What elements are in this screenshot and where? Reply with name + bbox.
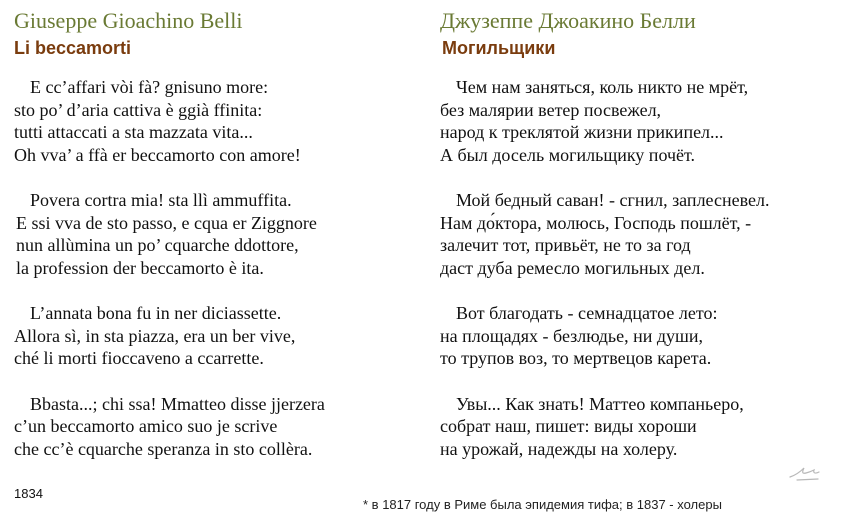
poem-line: Bbasta...; chi ssa! Mmatteo disse jjerzera bbox=[30, 393, 325, 414]
poem-line: Чем нам заняться, коль никто не мрёт, bbox=[456, 77, 749, 97]
poem-line: Oh vva’ a ffà er beccamorto con amore! bbox=[14, 144, 301, 165]
poem-title-russian: Могильщики bbox=[442, 38, 556, 58]
stanza bbox=[14, 189, 414, 279]
author-name-italian: Giuseppe Gioachino Belli bbox=[14, 8, 243, 33]
poem-line: Мой бедный саван! - сгнил, заплесневел. bbox=[456, 190, 770, 210]
poem-line: залечит тот, привьёт, не то за год bbox=[440, 235, 691, 255]
poem-line: народ к треклятой жизни прикипел... bbox=[440, 122, 724, 142]
poem-line: Вот благодать - семнадцатое лето: bbox=[456, 303, 718, 323]
poem-line: L’annata bona fu in ner diciassette. bbox=[30, 303, 282, 323]
poem-title-italian: Li beccamorti bbox=[14, 38, 132, 58]
poem-line: nun allùmina un po’ cquarche ddottore, bbox=[16, 235, 299, 255]
stanza bbox=[14, 76, 414, 166]
poem-line: E cc’affari vòi fà? gnisuno more: bbox=[30, 77, 269, 97]
poem-line: la profession der beccamorto è ita. bbox=[16, 257, 264, 278]
stanza bbox=[14, 302, 414, 370]
poem-line: А был досель могильщику почёт. bbox=[440, 144, 696, 165]
poem-line: sto po’ d’aria cattiva è ggià ffinita: bbox=[14, 99, 263, 120]
poem-line: ché li morti fioccaveno a ccarrette. bbox=[14, 348, 264, 368]
poem-line: E ssi vva de sto passo, e cqua er Ziggnore bbox=[16, 212, 317, 233]
poem-line: на площадях - безлюдье, ни души, bbox=[440, 325, 704, 346]
poem-line: на урожай, надежды на холеру. bbox=[440, 438, 678, 459]
author-name-russian: Джузеппе Джоакино Белли bbox=[440, 8, 696, 33]
poem-year: 1834 bbox=[14, 486, 43, 501]
poem-line: che cc’è cquarche speranza in sto collèra. bbox=[14, 438, 313, 459]
stanza bbox=[14, 393, 414, 461]
poem-line: Нам до́ктора, молюсь, Господь пошлёт, - bbox=[440, 212, 752, 233]
signature-mark-icon bbox=[788, 462, 824, 487]
poem-text-russian bbox=[440, 76, 840, 460]
stanza bbox=[440, 189, 840, 279]
italian-column bbox=[14, 6, 414, 483]
footnote: * в 1817 году в Риме была эпидемия тифа; в 1837 - холеры bbox=[363, 497, 722, 512]
stanza bbox=[440, 76, 840, 166]
stanza bbox=[440, 393, 840, 461]
stanza bbox=[440, 302, 840, 370]
poem-line: Allora sì, in sta piazza, era un ber vive, bbox=[14, 325, 296, 346]
poem-line: c’un beccamorto amico suo je scrive bbox=[14, 416, 278, 436]
poem-line: Увы... Как знать! Маттео компаньеро, bbox=[456, 393, 744, 414]
poem-line: собрат наш, пишет: виды хороши bbox=[440, 416, 697, 436]
poem-line: tutti attaccati a sta mazzata vita... bbox=[14, 122, 253, 142]
poem-line: даст дуба ремесло могильных дел. bbox=[440, 257, 705, 278]
poem-line: Povera cortra mia! sta llì ammuffita. bbox=[30, 190, 292, 210]
poem-line: без малярии ветер посвежел, bbox=[440, 99, 662, 120]
poem-text-italian bbox=[14, 76, 414, 460]
russian-column bbox=[440, 6, 840, 483]
poem-line: то трупов воз, то мертвецов карета. bbox=[440, 348, 712, 368]
